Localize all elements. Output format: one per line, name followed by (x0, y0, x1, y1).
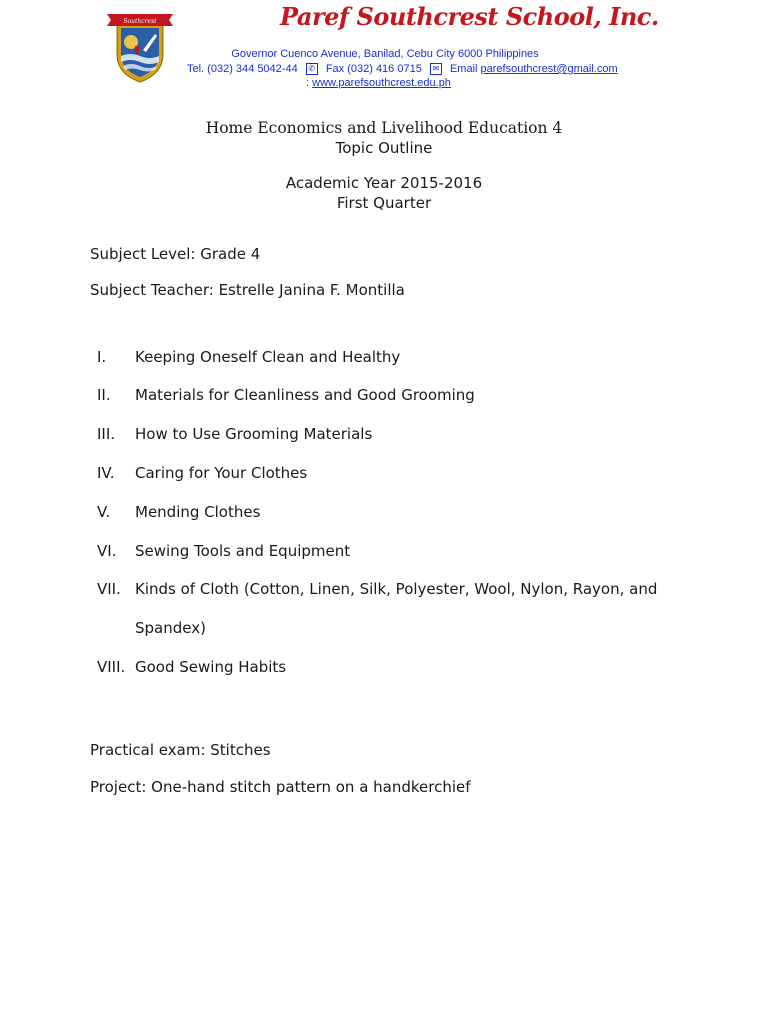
school-name: Paref Southcrest School, Inc. (280, 2, 659, 31)
topic-number: I. (97, 348, 107, 366)
fax-number: Fax (032) 416 0715 (325, 63, 422, 75)
practical-exam: Practical exam: Stitches (90, 741, 271, 759)
fax-icon: ✆ (306, 63, 318, 75)
website-link[interactable]: www.parefsouthcrest.edu.ph (312, 77, 451, 89)
email-label: Email (449, 63, 478, 75)
website-prefix: : (306, 77, 310, 89)
topic-text: Keeping Oneself Clean and Healthy (135, 348, 401, 366)
topic-number: VI. (97, 542, 117, 560)
quarter: First Quarter (336, 194, 432, 212)
email-link[interactable]: parefsouthcrest@gmail.com (480, 63, 618, 75)
subject-level: Subject Level: Grade 4 (90, 245, 261, 263)
topic-number: V. (97, 503, 111, 521)
email-icon: ✉ (430, 63, 442, 75)
topic-number: VIII. (97, 658, 126, 676)
topic-text-continued: Spandex) (135, 619, 206, 637)
subject-teacher: Subject Teacher: Estrelle Janina F. Montilla (90, 281, 405, 299)
document-title: Home Economics and Livelihood Education 4 (205, 119, 563, 137)
topic-text: Mending Clothes (135, 503, 261, 521)
project: Project: One-hand stitch pattern on a handkerchief (90, 778, 471, 796)
document-subtitle: Topic Outline (335, 139, 433, 157)
logo-banner-text: Southcrest (123, 18, 157, 25)
topic-text: Kinds of Cloth (Cotton, Linen, Silk, Polyester, Wool, Nylon, Rayon, and (135, 580, 658, 598)
school-address: Governor Cuenco Avenue, Banilad, Cebu City 6000 Philippines (231, 48, 539, 60)
topic-text: Caring for Your Clothes (135, 464, 308, 482)
topic-text: Good Sewing Habits (135, 658, 287, 676)
topic-text: Materials for Cleanliness and Good Grooming (135, 386, 475, 404)
website-line (306, 76, 451, 90)
topic-number: III. (97, 425, 116, 443)
topic-number: IV. (97, 464, 115, 482)
contact-line (187, 62, 618, 76)
topic-number: VII. (97, 580, 121, 598)
topic-text: Sewing Tools and Equipment (135, 542, 351, 560)
telephone-number: Tel. (032) 344 5042-44 (187, 63, 298, 75)
topic-text: How to Use Grooming Materials (135, 425, 373, 443)
topic-number: II. (97, 386, 111, 404)
academic-year: Academic Year 2015-2016 (285, 174, 483, 192)
